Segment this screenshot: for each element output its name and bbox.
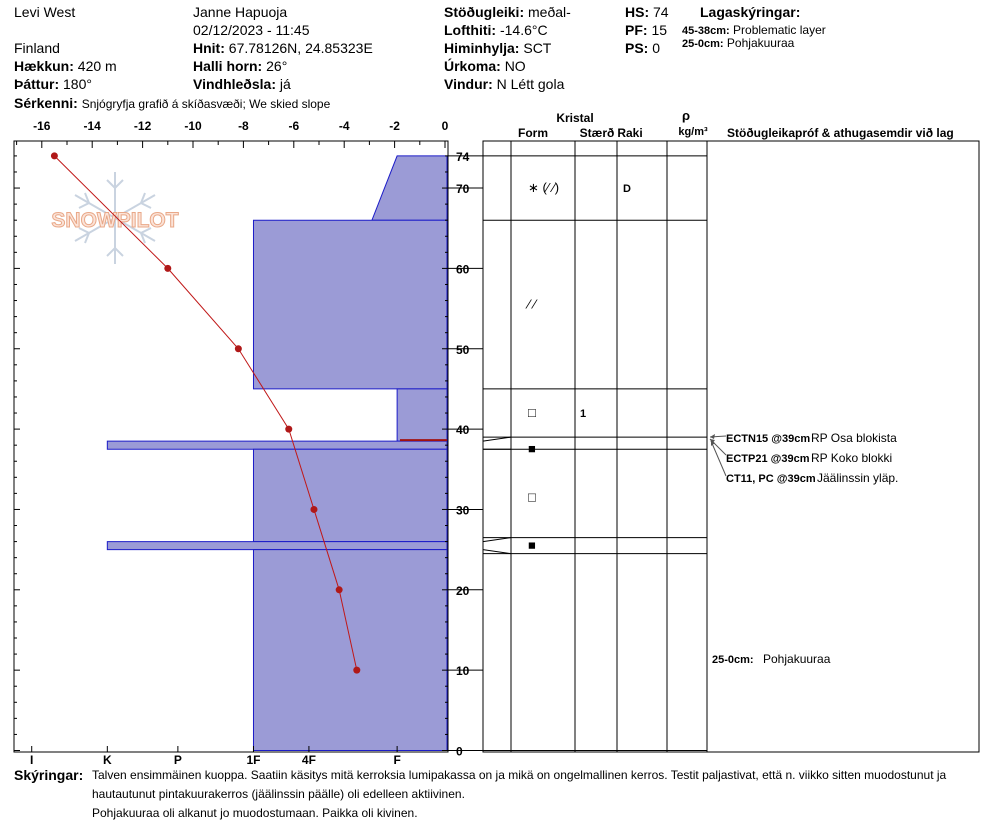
- hardness-layer-bar: [253, 220, 447, 389]
- temperature-point: [310, 506, 317, 513]
- temperature-point: [164, 265, 171, 272]
- slope-value: 26°: [266, 58, 288, 74]
- temperature-point: [285, 426, 292, 433]
- col-header-kristal: Kristal: [556, 111, 594, 125]
- footer-line: Pohjakuuraa oli alkanut jo muodostumaan. Paikka oli kivinen.: [92, 806, 418, 820]
- hs-label: HS:: [625, 4, 650, 20]
- slope-label: Halli horn:: [193, 58, 263, 74]
- layer-note-range: 25-0cm:: [682, 38, 724, 50]
- temp-axis-ticks: [17, 141, 445, 148]
- crystal-form: ■: [528, 537, 536, 553]
- col-header-moisture: Raki: [617, 126, 643, 140]
- test-code: ECTP21 @39cm: [726, 453, 810, 465]
- stability-tests: [710, 431, 898, 485]
- ps-label: PS:: [625, 40, 649, 56]
- temperature-point: [353, 667, 360, 674]
- hardness-profile: [107, 156, 447, 751]
- location-name: Levi West: [14, 4, 76, 20]
- precip-value: NO: [504, 58, 526, 74]
- test-code: ECTN15 @39cm: [726, 433, 811, 445]
- height-tick-label: 10: [456, 664, 470, 679]
- hardness-layer-bar: [107, 542, 447, 550]
- test-code: CT11, PC @39cm: [726, 473, 816, 485]
- hardness-layer-bar: [253, 550, 447, 751]
- height-tick-label: 0: [456, 744, 463, 759]
- footer-line: hautautunut pintakuurakerros (jäälinssin päälle) oli edelleen aktiivinen.: [92, 787, 465, 801]
- height-tick-label: 74: [456, 149, 470, 164]
- wind-label: Vindur:: [444, 76, 493, 92]
- wind-load-label: Vindhleðsla:: [193, 76, 276, 92]
- hardness-layer-bar: [107, 441, 447, 449]
- sky-value: SCT: [523, 40, 552, 56]
- test-result: RP Koko blokki: [811, 451, 893, 465]
- observer-name: Janne Hapuoja: [193, 4, 288, 20]
- crystal-form: □: [528, 489, 536, 505]
- aspect-value: 180°: [63, 76, 92, 92]
- temp-axis-labels: [33, 119, 449, 133]
- col-header-rho: ρ: [681, 108, 691, 123]
- test-result: RP Osa blokista: [811, 431, 897, 445]
- crystal-form: □: [528, 405, 536, 421]
- temp-tick-label: -14: [83, 119, 101, 133]
- temperature-point: [336, 586, 343, 593]
- aspect-label: Þáttur:: [14, 76, 60, 92]
- wind-load-value: já: [279, 76, 291, 92]
- pf-label: PF:: [625, 22, 648, 38]
- stability-value: meðal-: [528, 4, 571, 20]
- crystal-size: 1: [580, 408, 587, 421]
- crystal-form: ■: [528, 441, 536, 457]
- height-tick-label: 60: [456, 262, 470, 277]
- layer-notes-title: Lagaskýringar:: [700, 4, 801, 20]
- country: Finland: [14, 40, 60, 56]
- temperature-point: [235, 345, 242, 352]
- layer-kink: [483, 538, 511, 542]
- crystal-cells: [525, 180, 631, 553]
- temp-tick-label: -6: [288, 119, 300, 133]
- hardness-tick-label: F: [393, 753, 401, 767]
- temp-tick-label: 0: [441, 119, 449, 133]
- height-tick-label: 20: [456, 583, 470, 598]
- pf-value: 15: [651, 22, 668, 38]
- sky-label: Himinhylja:: [444, 40, 520, 56]
- layer-kink: [483, 437, 511, 441]
- coords-label: Hnit:: [193, 40, 225, 56]
- crystal-form: ⁄ ⁄: [528, 296, 536, 312]
- col-header-tests: Stöðugleikapróf & athugasemdir við lag: [727, 126, 954, 140]
- temp-tick-label: -8: [238, 119, 249, 133]
- temp-tick-label: -4: [338, 119, 350, 133]
- layer-kink: [483, 550, 511, 554]
- special-value: Snjógryfja grafið á skíðasvæði; We skied slope: [81, 97, 331, 111]
- wind-value: N Létt gola: [496, 76, 565, 92]
- hardness-layer-bar: [397, 389, 447, 441]
- height-tick-label: 70: [456, 182, 470, 197]
- temp-tick-label: -16: [33, 119, 51, 133]
- logo-text: SNOWPILOT: [51, 209, 179, 232]
- snowpilot-logo: [51, 172, 178, 264]
- layer-note-text: Problematic layer: [733, 23, 826, 37]
- col-header-size: Stærð: [579, 126, 615, 140]
- hardness-tick-label: 4F: [301, 753, 316, 767]
- layer-comment: [712, 652, 831, 666]
- air-temp-label: Lofthiti:: [444, 22, 497, 38]
- layer-rows: [483, 156, 707, 751]
- elevation-label: Hækkun:: [14, 58, 74, 74]
- hardness-tick-label: P: [173, 753, 182, 767]
- height-tick-label: 40: [456, 423, 470, 438]
- crystal-moisture: D: [623, 183, 631, 196]
- hardness-tick-label: I: [30, 753, 34, 767]
- special-label: Sérkenni:: [14, 95, 78, 111]
- hardness-tick-label: 1F: [246, 753, 261, 767]
- height-tick-label: 30: [456, 503, 470, 518]
- observation-datetime: 02/12/2023 - 11:45: [193, 22, 310, 38]
- elevation-value: 420 m: [77, 58, 117, 74]
- temp-tick-label: -10: [184, 119, 202, 133]
- air-temp-value: -14.6°C: [499, 22, 548, 38]
- temperature-point: [51, 152, 58, 159]
- hardness-layer-bar: [253, 449, 447, 541]
- hardness-layer-bar: [372, 156, 447, 220]
- ps-value: 0: [652, 40, 661, 56]
- coords-value: 67.78126N, 24.85323E: [228, 40, 373, 56]
- footer-line: Talven ensimmäinen kuoppa. Saatiin käsitys mitä kerroksia lumipakassa on ja mikä on ongelmallinen kerros. Testit paljastivat, että n. viikko sitten muodostunut ja: [92, 768, 947, 782]
- col-header-form: Form: [518, 126, 548, 140]
- temp-tick-label: -2: [389, 119, 400, 133]
- layer-comment-range: 25-0cm:: [712, 654, 754, 666]
- hs-value: 74: [653, 4, 669, 20]
- layer-note-range: 45-38cm:: [682, 25, 730, 37]
- crystal-form: ∗ (⁄ ⁄): [528, 180, 560, 196]
- temp-tick-label: -12: [133, 119, 152, 133]
- layer-note-text: Pohjakuuraa: [726, 36, 795, 50]
- hardness-tick-label: K: [102, 753, 112, 767]
- layer-comment-text: Pohjakuuraa: [763, 652, 831, 666]
- footer-label: Skýringar:: [14, 767, 84, 783]
- stability-label: Stöðugleiki:: [444, 4, 525, 20]
- col-header-density: kg/m³: [678, 126, 708, 138]
- test-result: Jäälinssin yläp.: [817, 471, 899, 485]
- height-tick-label: 50: [456, 342, 470, 357]
- precip-label: Úrkoma:: [444, 58, 501, 74]
